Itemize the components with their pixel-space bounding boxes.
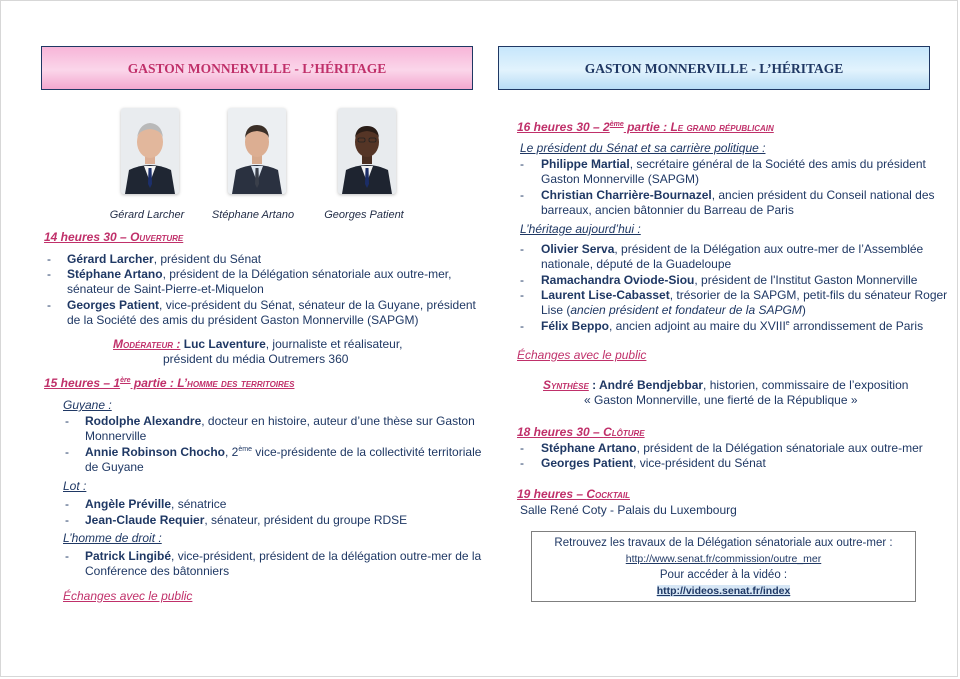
part1-item-lingibe: Patrick Lingibé, vice-président, président de la délégation outre-mer de la xyxy=(85,549,482,563)
bullet-dash: - xyxy=(520,441,524,455)
synthesis-line: Synthèse : André Bendjebbar, historien, commissaire de l’exposition xyxy=(543,378,909,392)
portrait-stephane-artano xyxy=(228,108,286,194)
bullet-dash: - xyxy=(520,288,524,302)
part1-item-chocho-cont: de Guyane xyxy=(85,460,144,474)
group-label-homme-de-droit: L’homme de droit : xyxy=(63,531,162,545)
senat-commission-link[interactable]: http://www.senat.fr/commission/outre_mer xyxy=(625,553,822,565)
opening-item-artano: Stéphane Artano, président de la Délégation sénatoriale aux outre-mer, xyxy=(67,267,452,281)
part1-exchange: Échanges avec le public xyxy=(63,589,193,603)
part1-item-requier: Jean-Claude Requier, sénateur, président du groupe RDSE xyxy=(85,513,408,527)
part1-item-alexandre-cont: Monnerville xyxy=(85,429,147,443)
moderator-line: Modérateur : Luc Laventure, journaliste et réalisateur, xyxy=(113,337,403,351)
cocktail-place: Salle René Coty - Palais du Luxembourg xyxy=(520,503,737,517)
part1-title: L’homme des territoires xyxy=(177,376,295,390)
part1-item-alexandre: Rodolphe Alexandre, docteur en histoire, auteur d’une thèse sur Gaston xyxy=(85,414,475,428)
portrait-georges-patient xyxy=(338,108,396,194)
part2-item-serva-cont: nationale, député de la Guadeloupe xyxy=(541,257,732,271)
opening-item-patient-cont: de la Société des amis du président Gaston Monnerville (SAPGM) xyxy=(67,313,419,327)
part2-item-lise-cabasset-cont: Lise (ancien président et fondateur de la SAPGM) xyxy=(541,303,806,317)
part2-heading: 16 heures 30 – 2ème partie : Le grand républicain xyxy=(517,120,774,134)
part2-item-martial: Philippe Martial, secrétaire général de la Société des amis du président xyxy=(541,157,926,171)
part2-item-oviode: Ramachandra Oviode-Siou, président de l'Institut Gaston Monnerville xyxy=(541,273,918,287)
group-label-lot: Lot : xyxy=(63,479,87,493)
right-title: GASTON MONNERVILLE - L’HÉRITAGE xyxy=(584,60,844,76)
bullet-dash: - xyxy=(65,497,69,511)
opening-item-patient: Georges Patient, vice-président du Sénat, sénateur de la Guyane, président xyxy=(67,298,476,312)
closing-item-patient: Georges Patient, vice-président du Sénat xyxy=(541,456,766,470)
bullet-dash: - xyxy=(520,157,524,171)
part2-item-martial-cont: Gaston Monnerville (SAPGM) xyxy=(541,172,700,186)
caption-gerard-larcher: Gérard Larcher xyxy=(109,209,185,221)
right-title-banner xyxy=(498,46,930,90)
closing-item-artano: Stéphane Artano, président de la Délégation sénatoriale aux outre-mer xyxy=(541,441,923,455)
moderator-line-cont: président du média Outremers 360 xyxy=(163,352,349,366)
bullet-dash: - xyxy=(520,188,524,202)
left-title-banner xyxy=(41,46,473,90)
bullet-dash: - xyxy=(520,319,524,333)
part1-item-lingibe-cont: Conférence des bâtonniers xyxy=(85,564,230,578)
bullet-dash: - xyxy=(520,456,524,470)
bullet-dash: - xyxy=(520,242,524,256)
part2-item-charriere: Christian Charrière-Bournazel, ancien président du Conseil national des xyxy=(541,188,935,202)
bullet-dash: - xyxy=(47,267,51,281)
closing-heading: 18 heures 30 – Clôture xyxy=(517,425,645,439)
part2-item-charriere-cont: barreaux, ancien bâtonnier du Barreau de Paris xyxy=(541,203,794,217)
left-title: GASTON MONNERVILLE - L’HÉRITAGE xyxy=(127,60,387,76)
bullet-dash: - xyxy=(65,549,69,563)
cocktail-heading: 19 heures – Cocktail xyxy=(517,487,630,501)
synthesis-line-cont: « Gaston Monnerville, une fierté de la République » xyxy=(584,393,858,407)
bullet-dash: - xyxy=(520,273,524,287)
caption-georges-patient: Georges Patient xyxy=(324,209,404,221)
info-line-1: Retrouvez les travaux de la Délégation sénatoriale aux outre-mer : xyxy=(554,537,893,549)
opening-item-larcher: Gérard Larcher, président du Sénat xyxy=(67,252,262,266)
part1-item-chocho: Annie Robinson Chocho, 2ème vice-présidente de la collectivité territoriale xyxy=(85,445,482,459)
part1-heading: 15 heures – 1ère partie : L’homme des territoires xyxy=(44,376,295,390)
part2-title: Le grand républicain xyxy=(670,120,774,134)
bullet-dash: - xyxy=(65,445,69,459)
cocktail-title: Cocktail xyxy=(586,487,630,501)
info-line-2: Pour accéder à la vidéo : xyxy=(659,569,788,581)
group-label-heritage: L’héritage aujourd’hui : xyxy=(520,222,641,236)
senat-video-link[interactable]: http://videos.senat.fr/index xyxy=(656,585,791,597)
part2-exchange: Échanges avec le public xyxy=(517,348,647,362)
group-label-president: Le président du Sénat et sa carrière politique : xyxy=(520,141,766,155)
bullet-dash: - xyxy=(47,252,51,266)
caption-stephane-artano: Stéphane Artano xyxy=(211,209,295,221)
opening-item-artano-cont: sénateur de Saint-Pierre-et-Miquelon xyxy=(67,282,264,296)
part2-item-beppo: Félix Beppo, ancien adjoint au maire du XVIIIe arrondissement de Paris xyxy=(541,319,924,333)
opening-title: Ouverture xyxy=(130,230,184,244)
opening-heading: 14 heures 30 – Ouverture xyxy=(44,230,184,244)
group-label-guyane: Guyane : xyxy=(63,398,112,412)
closing-title: Clôture xyxy=(603,425,645,439)
part2-item-lise-cabasset: Laurent Lise-Cabasset, trésorier de la SAPGM, petit-fils du sénateur Roger xyxy=(541,288,948,302)
bullet-dash: - xyxy=(65,513,69,527)
part2-item-serva: Olivier Serva, président de la Délégation aux outre-mer de l’Assemblée xyxy=(541,242,924,256)
part1-item-preville: Angèle Préville, sénatrice xyxy=(85,497,227,511)
bullet-dash: - xyxy=(47,298,51,312)
info-box xyxy=(531,531,916,602)
portrait-gerard-larcher xyxy=(121,108,179,194)
bullet-dash: - xyxy=(65,414,69,428)
